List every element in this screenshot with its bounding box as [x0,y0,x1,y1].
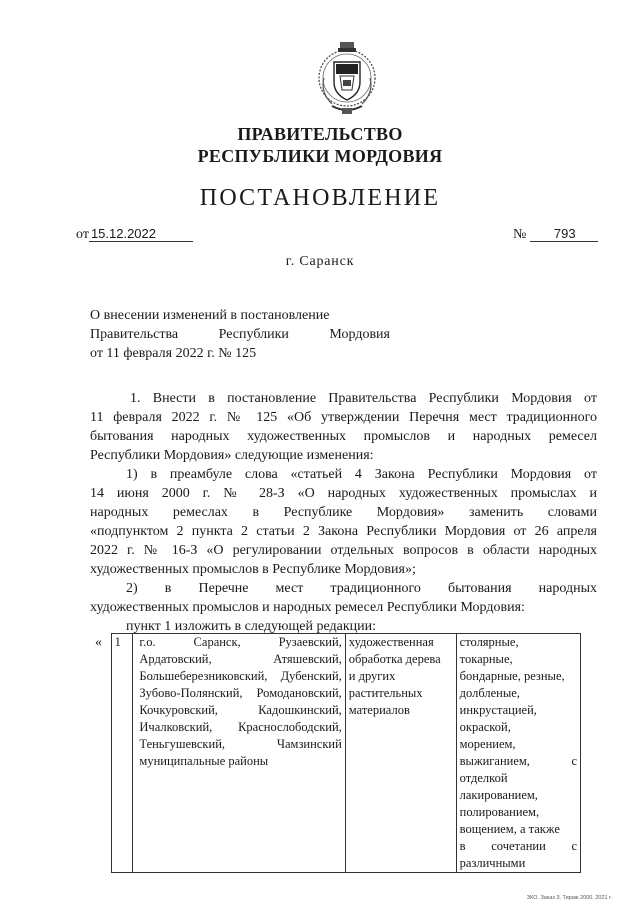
body-line: художественных промыслов в Республике Мордовия»; [90,562,416,577]
number-prefix: № [513,227,527,242]
technique-line: долбленые, [459,686,520,700]
technique-line: окраской, [459,720,511,734]
body-line: народных ремеслах в Республике Мордовия» заменить словами [90,505,597,520]
table-row [92,634,581,873]
body-line: художественных промыслов и народных ремесел Республики Мордовия: [90,600,525,615]
body-line: 2022 г. № 16-З «О регулировании отдельных вопросов в области народных [90,543,597,558]
body-line: 14 июня 2000 г. № 28-З «О народных художественных промыслах и [90,486,597,501]
area-line: Большеберезниковский, Дубенский, [139,669,342,683]
open-quote: « [95,634,102,650]
technique-line: столярные, [459,635,519,649]
technique-line: токарные, [459,652,513,666]
technique-line: отделкой [459,771,508,785]
technique-line: вощением, а также [459,822,560,836]
technique-line: выжиганием, с [459,754,577,768]
print-mark: ЗКО. Заказ 3. Тираж 2000. 2021 г. [526,895,612,901]
area-line: муниципальные районы [139,754,269,768]
area-line: Кочкуровский, Кадошкинский, [139,703,342,717]
subject-line: от 11 февраля 2022 г. № 125 [90,346,257,361]
body-line: 2) в Перечне мест традиционного бытования народных [126,581,597,596]
craft-kind-cell [345,634,456,873]
government-title: ПРАВИТЕЛЬСТВО [237,124,403,144]
area-line: Теньгушевский, Чамзинский [139,737,342,751]
date-field [76,226,193,243]
technique-line: инкрустацией, [459,703,537,717]
date-value: 15.12.2022 [89,226,193,242]
craft-kind-line: растительных [348,686,423,700]
row-number: 1 [111,634,133,873]
techniques-cell [456,634,580,873]
body-line: пункт 1 изложить в следующей редакции: [126,619,376,634]
date-prefix: от [76,227,89,242]
body-line: Республики Мордовия» следующие изменения: [90,448,374,463]
area-line: Ардатовский, Атяшевский, [139,652,342,666]
technique-line: полированием, [459,805,540,819]
document-subject [90,306,390,363]
body-line: 1) в преамбуле слова «статьей 4 Закона Республики Мордовия от [126,467,597,482]
document-type: ПОСТАНОВЛЕНИЕ [199,185,441,211]
technique-line: бондарные, резные, [459,669,565,683]
number-field [513,226,598,243]
body-line: 1. Внести в постановление Правительства Республики Мордовия от [130,391,597,406]
subject-line: О внесении изменений в постановление [90,308,330,323]
craft-kind-line: и других [348,669,396,683]
technique-line: морением, [459,737,516,751]
body-line: бытования народных художественных промыслов и народных ремесел [90,429,597,444]
area-line: г.о. Саранск, Рузаевский, [139,635,342,649]
technique-line: лакированием, [459,788,538,802]
document-body [90,389,597,636]
area-line: Ичалковский, Краснослободский, [139,720,342,734]
area-line: Зубово-Полянский, Ромодановский, [139,686,342,700]
city: г. Саранск [285,254,355,269]
craft-kind-line: обработка дерева [348,652,441,666]
subject-line: Правительства Республики Мордовия [90,327,390,342]
body-line: «подпунктом 2 пункта 2 статьи 2 Закона Республики Мордовия от 26 апреля [90,524,597,539]
craft-places-table [92,633,581,873]
technique-line: различными [459,856,526,870]
craft-kind-line: художественная [348,635,434,649]
body-line: 11 февраля 2022 г. № 125 «Об утверждении Перечня мест традиционного [90,410,597,425]
government-subtitle: РЕСПУБЛИКИ МОРДОВИЯ [197,146,443,166]
coat-of-arms-icon [314,38,380,122]
technique-line: в сочетании с [459,839,577,853]
craft-kind-line: материалов [348,703,410,717]
areas-cell [133,634,345,873]
number-value: 793 [530,226,598,242]
